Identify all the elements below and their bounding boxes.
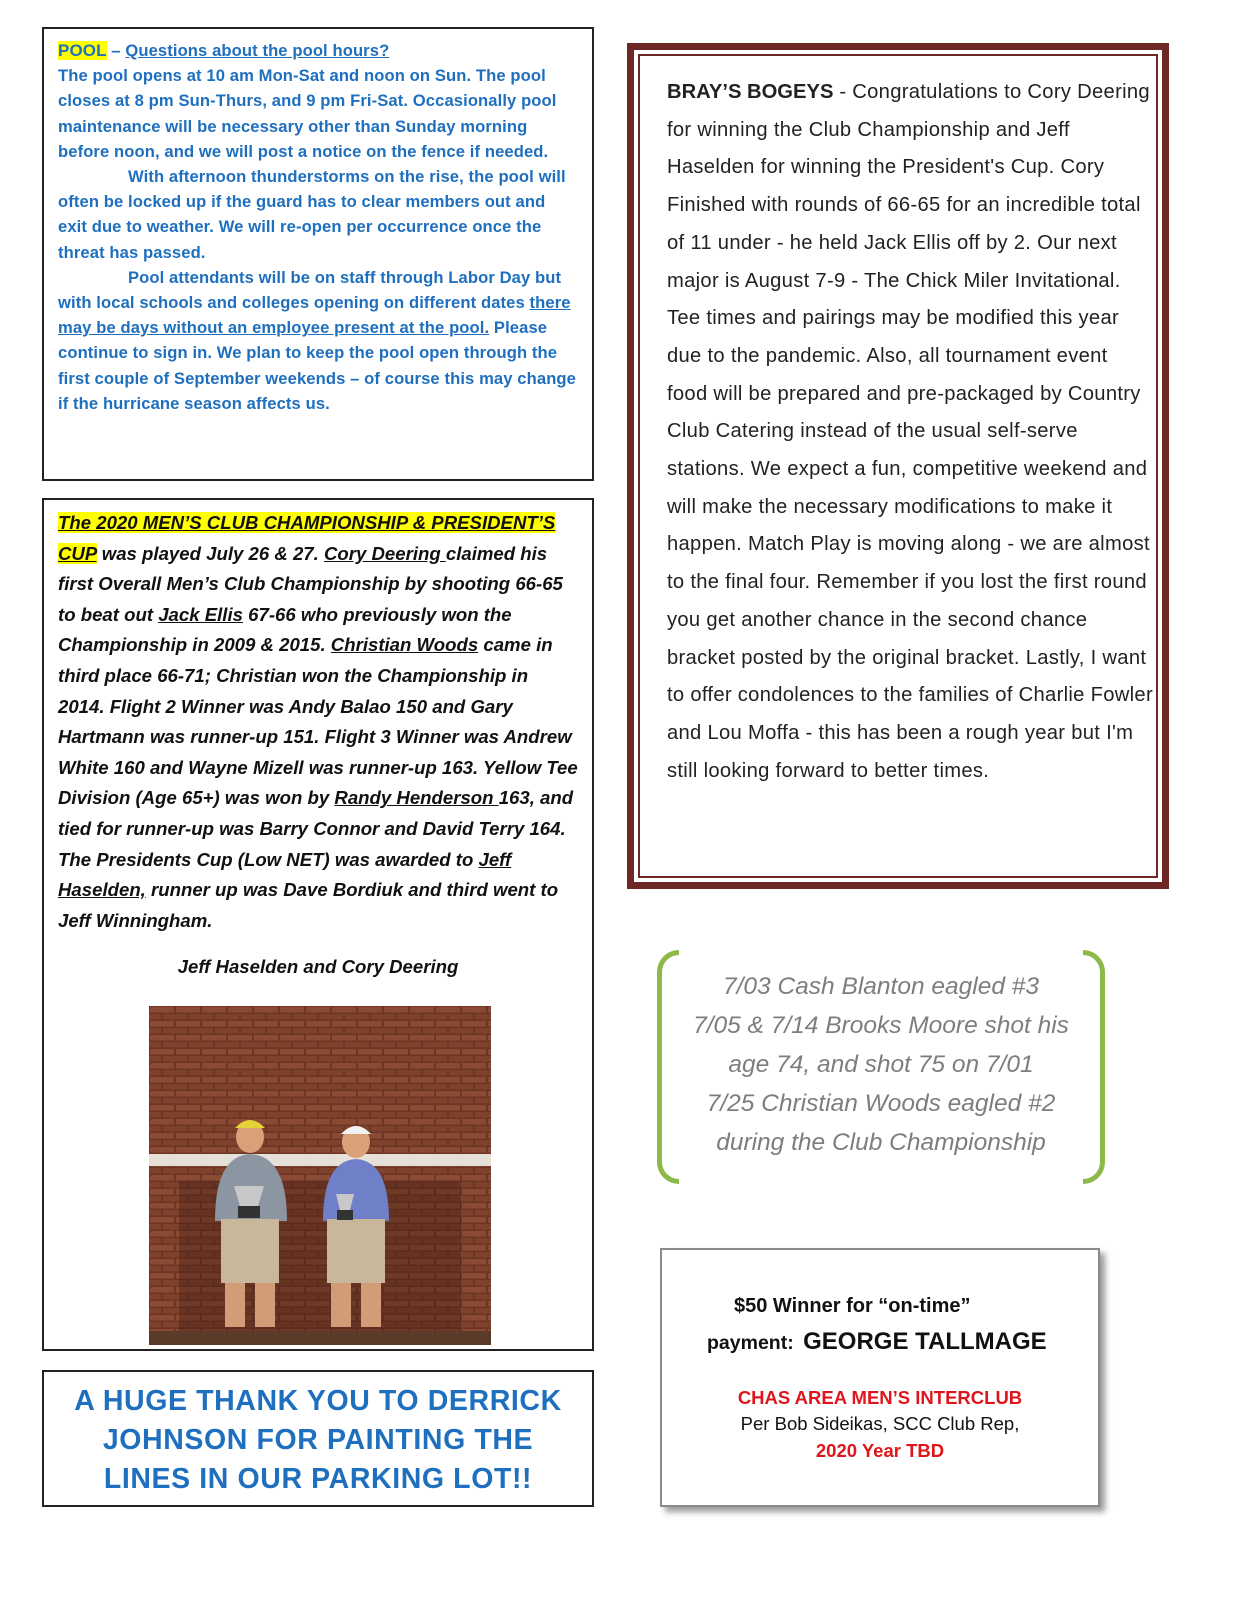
pool-title: POOL [58,41,107,60]
pool-paragraph-1 [58,38,578,164]
right-bracket [1083,950,1105,1184]
interclub-heading: CHAS AREA MEN’S INTERCLUB [737,1387,1023,1408]
story-text: claimed his first Overall Men’s Club Championship by shooting 66-65 to beat out [58,542,563,625]
eagles-line-3: age 74, and shot 75 on 7/01 [728,1051,1034,1078]
brays-bogeys-text [667,74,1153,790]
championship-article [42,498,594,1351]
yellow-tee-winner-name: Randy Henderson [334,787,499,809]
eagles-line-1: 7/03 Cash Blanton eagled #3 [722,973,1040,1000]
winner-name: GEORGE TALLMAGE [803,1328,1047,1355]
brays-bogeys-inner-border [638,54,1158,878]
story-text: came in third place 66-71; Christian won the Championship in 2014. Flight 2 Winner was Andy Balao 150 and Gary Hartmann was runner-up 151. Flight 3 Winner was Andrew White 160 and Wayne Mizell was runner-up 163. Yellow Tee Division (Age 65+) was won by [58,634,578,809]
championship-story [58,508,578,936]
pool-notice [42,27,594,481]
eagles-text [677,967,1085,1162]
winner-box [660,1248,1100,1507]
winner-name: Cory Deering [323,542,446,564]
eagles-line-4: 7/25 Christian Woods eagled #2 [706,1090,1056,1117]
brays-bogeys-box [627,43,1169,889]
brays-bogeys-title: BRAY’S BOGEYS [667,81,834,103]
pool-dash: – [106,41,126,60]
championship-title: The 2020 MEN’S CLUB CHAMPIONSHIP & PRESIDENT’S CUP [58,512,556,564]
story-text: was played July 26 & 27. [96,542,324,564]
winners-photo-illustration [149,1006,491,1345]
pool-hours-text: The pool opens at 10 am Mon-Sat and noon on Sun. The pool closes at 8 pm Sun-Thurs, and 9 pm Fri-Sat. Occasionally pool maintenance will be necessary other than Sunday morning before noon, and we will post a notice on the fence if needed. [58,66,557,161]
eagles-line-2: 7/05 & 7/14 Brooks Moore shot his [693,1012,1069,1039]
eagles-line-5: during the Club Championship [716,1129,1046,1156]
left-bracket [657,950,679,1184]
winner-label: payment: [707,1332,794,1354]
presidents-cup-winner-name: Jeff Haselden, [58,848,512,901]
story-text: 67-66 who previously won the Championship in 2009 & 2015. [58,603,512,656]
pool-employee-note: there may be days without an employee present at the pool. [58,293,571,338]
pool-paragraph-3 [58,265,578,416]
story-text: 163, and tied for runner-up was Barry Connor and David Terry 164. The Presidents Cup (Low NET) was awarded to [58,787,574,870]
thank-you-line-2: JOHNSON FOR PAINTING THE [102,1424,534,1456]
pool-paragraph-2: With afternoon thunderstorms on the rise, the pool will often be locked up if the guard has to clear members out and exit due to weather. We will re-open per occurrence once the threat has passed. [58,167,566,262]
runner-up-name: Jack Ellis [158,603,243,625]
pool-para3-tail: Please continue to sign in. We plan to keep the pool open through the first couple of September weekends – of course this may change if the hurricane season affects us. [58,318,576,413]
interclub-year: 2020 Year TBD [815,1440,945,1461]
story-text: runner up was Dave Bordiuk and third went to Jeff Winningham. [58,879,559,931]
winner-line [707,1328,1047,1356]
interclub-rep: Per Bob Sideikas, SCC Club Rep, [740,1413,1020,1434]
thank-you-line-3: LINES IN OUR PARKING LOT!! [103,1463,533,1495]
winners-photo [149,1006,491,1345]
eagles-callout [657,950,1105,1186]
pool-para3-text: Pool attendants will be on staff through Labor Day but with local schools and colleges opening on different dates [58,267,562,313]
third-place-name: Christian Woods [330,634,479,656]
photo-caption: Jeff Haselden and Cory Deering [177,956,459,978]
brays-bogeys-body: - Congratulations to Cory Deering for winning the Club Championship and Jeff Haselden for winning the President's Cup. Cory Finished with rounds of 66-65 for an incredible total of 11 under - he held Jack Ellis off by 2. Our next major is August 7-9 - The Chick Miler Invitational. Tee times and pairings may be modified this year due to the pandemic. Also, all tournament event food will be prepared and pre-packaged by Country Club Catering instead of the usual self-serve stations. We expect a fun, competitive weekend and will make the necessary modifications to make it happen. Match Play is moving along - we are almost to the final four. Remember if you lost the first round you get another chance in the second chance bracket posted by the original bracket. Lastly, I want to offer condolences to the families of Charlie Fowler and Lou Moffa - this has been a rough year but I'm still looking forward to better times. [667,81,1153,782]
winner-heading: $50 Winner for “on-time” [734,1295,971,1317]
thank-you-line-1: A HUGE THANK YOU TO DERRICK [74,1385,562,1417]
thank-you-banner [42,1370,594,1507]
pool-subtitle: Questions about the pool hours? [125,41,390,60]
